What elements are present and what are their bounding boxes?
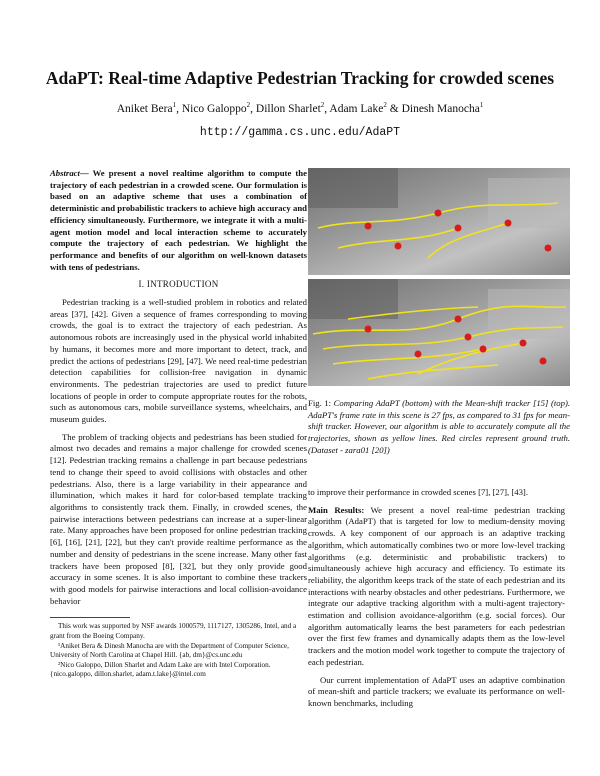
abstract-label: Abstract [50,168,80,178]
main-results-paragraph [308,505,565,669]
left-column [50,168,307,681]
right-paragraph-2: Our current implementation of AdaPT uses an adaptive combination of mean-shift and particle trackers; we evaluate its performance on well-known benchmarks, including [308,674,565,708]
abstract-text: — We present a novel realtime algorithm to compute the trajectory of each pedestrian in a crowded scene. Our formulation is based on an adaptive scheme that uses a combination of deterministic and probabilistic trackers to achieve high accuracy and efficiency simultaneously. Furthermore, we integrate it with a multi-agent motion model and local interaction scheme to accurately compute the trajectory of each pedestrian. We highlight the performance and benefits of our algorithm on well-known datasets with tens of pedestrians. [50,168,307,272]
section-heading: I. INTRODUCTION [138,279,219,290]
author-list [0,101,600,115]
author-name: Nico Galoppo [181,102,247,115]
affiliation-mark: 2 [320,101,325,109]
author-separator: , [176,102,182,115]
top-frame-overlay [308,168,570,275]
author-name: Adam Lake [329,102,384,115]
affiliation-mark: 2 [383,101,387,109]
right-column [308,487,565,716]
caption-text: Comparing AdaPT (bottom) with the Mean-shift tracker [15] (top). AdaPT's frame rate in this scene is 27 fps, as compared to 31 fps for mean-shift tracker. However, our algorithm is able to accurately compute all the trajectories, shown as yellow lines. Red circles represent ground truth. (Dataset - zara01 [20]) [308,398,571,455]
right-paragraph-0: to improve their performance in crowded scenes [7], [27], [43]. [308,487,528,497]
affiliation-mark: 2 [246,101,251,109]
author-name: Dillon Sharlet [255,102,321,115]
figure-bottom-adapt [308,279,570,386]
intro-paragraph-1: Pedestrian tracking is a well-studied problem in robotics and related areas [37], [42]. Given a sequence of frames corresponding to moving crowds, the goal is to extract the trajectory of each pedestrian. As autonomous robots are increasingly used in the physical world inhabited by humans, it becomes more and more important to detect, track, and predict the actions of pedestrians [29], [47]. We need real-time pedestrian detection capabilities for collision-free navigation in dynamic environments. The pedestrian trajectories are used to predict future locations of people in order to compute appropriate routes for the robots, such as autonomous cars, mobile surveillance systems, wheelchairs, and museum guides. [50,297,307,425]
author-separator: , [250,102,256,115]
footnote-intel: ²Nico Galoppo, Dillon Sharlet and Adam Lake are with Intel Corporation. {nico.galoppo, dillon.sharlet, adam.t.lake}@intel.com [50,661,271,679]
author-name: Aniket Bera [116,102,173,115]
figure-caption [308,398,570,457]
footnote-rule [50,617,130,618]
paper-title: AdaPT: Real-time Adaptive Pedestrian Tracking for crowded scenes [45,68,555,88]
bottom-frame-overlay [308,279,570,386]
caption-label: Fig. 1: [308,398,332,408]
affiliation-mark: 1 [479,101,484,109]
affiliation-mark: 1 [172,101,177,109]
footnote-unc: ¹Aniket Bera & Dinesh Manocha are with the Department of Computer Science, University of North Carolina at Chapel Hill. {ab, dm}@cs.unc.edu [50,641,289,659]
project-url[interactable]: http://gamma.cs.unc.edu/AdaPT [199,126,401,139]
main-results-label: Main Results: [308,504,365,515]
figure-top-meanshift [308,168,570,275]
author-separator: & [386,102,402,115]
author-name: Dinesh Manocha [401,102,480,115]
footnote-funding: This work was supported by NSF awards 1000579, 1117127, 1305286, Intel, and a grant from the Boeing Company. [50,622,297,640]
intro-paragraph-2: The problem of tracking objects and pedestrians has been studied for almost two decades and remains a major challenge for crowded scenes [12]. Pedestrian tracking remains a challenge in part because pedestrians tend to change their speed to avoid collisions with obstacles and other pedestrians. Also, there is a large variability in their appearance and illumination, which makes it hard for color-based template tracking algorithms to consistently track them. Finally, in crowded scenes, the pairwise interactions between pedestrians can increase at a super-linear rate. Many approaches have been proposed for online pedestrian tracking [6], [16], [21], [22], but they can't provide realtime performance as the number and density of pedestrians in the scene increase. Many other fast trackers have been proposed [8], [32], but they only provide good accuracy in some scenes. It is also important to combine these trackers with good models for pairwise interactions and local collision-avoidance behavior [50,431,307,606]
main-results-text: We present a novel real-time pedestrian tracking algorithm (AdaPT) that is targeted for low to medium-density moving crowds. A key component of our approach is an adaptive tracking algorithm, which automatically combines two or more low-level tracking algorithms (e.g. deterministic and probabilistic trackers) to simultaneously achieve high accuracy and efficiency. To estimate its reliability, the algorithm keeps track of the state of each pedestrian and its interactions with nearby obstacles and other pedestrians. Furthermore, we integrate our adaptive tracking algorithm with a multi-agent trajectory-estimation and collision avoidance-algorithm (e.g. social forces). Our algorithm automatically learns the best parameters for each pedestrian over the first few frames and dynamically adapts them as the low-level trackers and the motion model work together to compute the trajectory of each pedestrian. [308,504,566,667]
author-separator: , [324,102,330,115]
figure-1 [308,168,570,390]
abstract [50,168,307,273]
